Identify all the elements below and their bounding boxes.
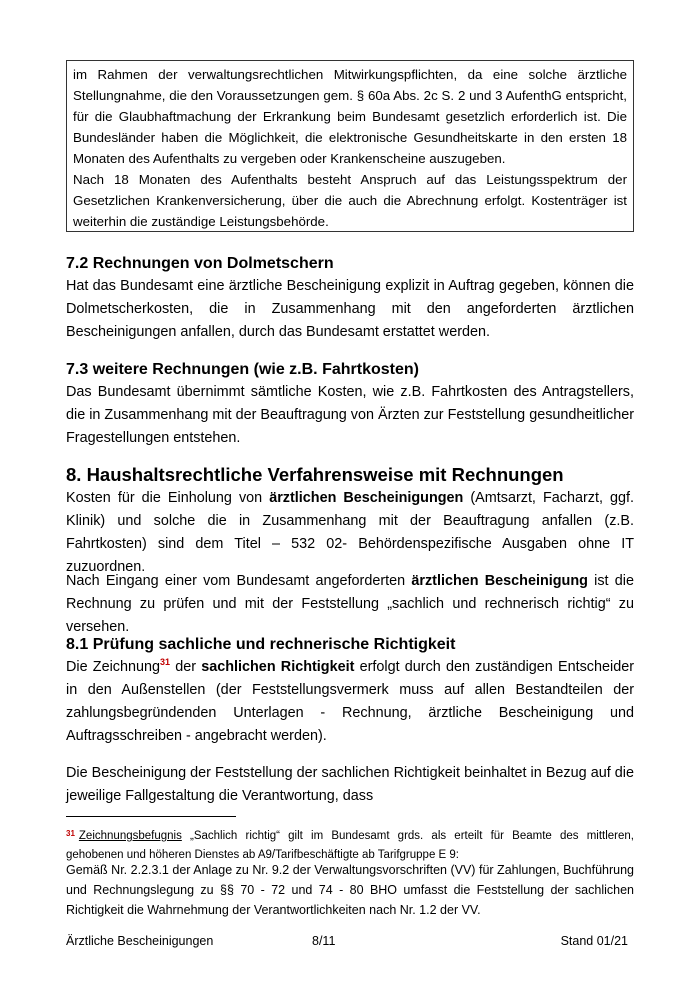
footer-page-number: 8/11 — [312, 934, 336, 948]
info-box-paragraph-2: Nach 18 Monaten des Aufenthalts besteht Anspruch auf das Leistungsspektrum der Gesetzlichen Krankenversicherung, über die auch die Abrechnung erfolgt. Kostenträger ist weiterhin die zuständige Leistungsbehörde. — [73, 172, 627, 229]
section-7-3-heading: 7.3 weitere Rechnungen (wie z.B. Fahrtkosten) — [66, 361, 419, 378]
footnote-reference[interactable]: 31 — [160, 657, 171, 667]
info-box — [66, 60, 634, 232]
section-8-heading: 8. Haushaltsrechtliche Verfahrensweise mit Rechnungen — [66, 464, 564, 485]
footnote-31-continuation: Gemäß Nr. 2.2.3.1 der Anlage zu Nr. 9.2 der Verwaltungsvorschriften (VV) für Zahlungen, Buchführung und Rechnungslegung zu §§ 70 - 72 und 74 - 80 BHO umfasst die Feststellung der sachlichen Richtigkeit die Wahrnehmung der Verantwortlichkeiten nach Nr. 1.2 der VV. — [66, 863, 634, 917]
section-7-3-text: Das Bundesamt übernimmt sämtliche Kosten, wie z.B. Fahrtkosten des Antragstellers, die in Zusammenhang mit der Beauftragung von Ärzten zur Feststellung gesundheitlicher Fragestellungen entstehen. — [66, 384, 634, 446]
section-8-1-paragraph-2: Die Bescheinigung der Feststellung der sachlichen Richtigkeit beinhaltet in Bezug auf die jeweilige Fallgestaltung die Verantwortung, dass — [66, 765, 634, 804]
footer-version: Stand 01/21 — [560, 934, 628, 948]
page-footer — [66, 934, 634, 952]
footnote-number: 31 — [66, 829, 75, 838]
footnote-31: $^{31}$ Zeichnungsbefugnis „Sachlich richtig“ gilt im Bundesamt grds. als erteilt für Beamte des mittleren, gehobenen und höheren Dienstes ab A9/Tarifbeschäftigte ab Tarifgruppe E 9: — [66, 829, 634, 861]
footnote-term: Zeichnungsbefugnis — [78, 830, 182, 842]
info-box-paragraph-1: im Rahmen der verwaltungsrechtlichen Mitwirkungspflichten, da eine solche ärztliche Stellungnahme, die den Voraussetzungen gem. § 60a Abs. 2c S. 2 und 3 AufenthG entspricht, für die Glaubhaftmachung der Erkrankung beim Bundesamt gesetzlich erforderlich ist. Die Bundesländer haben die Möglichkeit, die elektronische Gesundheitskarte in den ersten 18 Monaten des Aufenthalts zu vergeben oder Krankenscheine auszugeben. — [73, 67, 627, 166]
section-8-paragraph-1: Kosten für die Einholung von ärztlichen Bescheinigungen (Amtsarzt, Facharzt, ggf. Klinik) und solche die in Zusammenhang mit der Beauftragung anfallen (z.B. Fahrtkosten) sind dem Titel – 532 02- Behördenspezifische Ausgaben ohne IT zuzuordnen. — [66, 490, 634, 575]
section-8-paragraph-2: Nach Eingang einer vom Bundesamt angeforderten ärztlichen Bescheinigung ist die Rechnung zu prüfen und mit der Feststellung „sachlich und rechnerisch richtig“ zu versehen. — [66, 573, 634, 635]
footnote-divider — [66, 816, 236, 817]
section-7-2-text: Hat das Bundesamt eine ärztliche Bescheinigung explizit in Auftrag gegeben, können die Dolmetscherkosten, die in Zusammenhang mit den angeforderten ärztlichen Bescheinigungen anfallen, durch das Bundesamt erstattet werden. — [66, 278, 634, 340]
section-8-1-paragraph-1: Die Zeichnung$^{31}$ der sachlichen Richtigkeit erfolgt durch den zuständigen Entscheider in den Außenstellen (der Feststellungsvermerk muss auf allen Bestandteilen der zahlungsbegründenden Unterlagen - Rechnung, ärztliche Bescheinigung und Auftragsschreiben - angebracht werden). — [66, 657, 634, 744]
section-8-1-heading: 8.1 Prüfung sachliche und rechnerische Richtigkeit — [66, 636, 456, 653]
footer-document-title: Ärztliche Bescheinigungen — [66, 934, 214, 948]
section-7-2-heading: 7.2 Rechnungen von Dolmetschern — [66, 255, 334, 272]
